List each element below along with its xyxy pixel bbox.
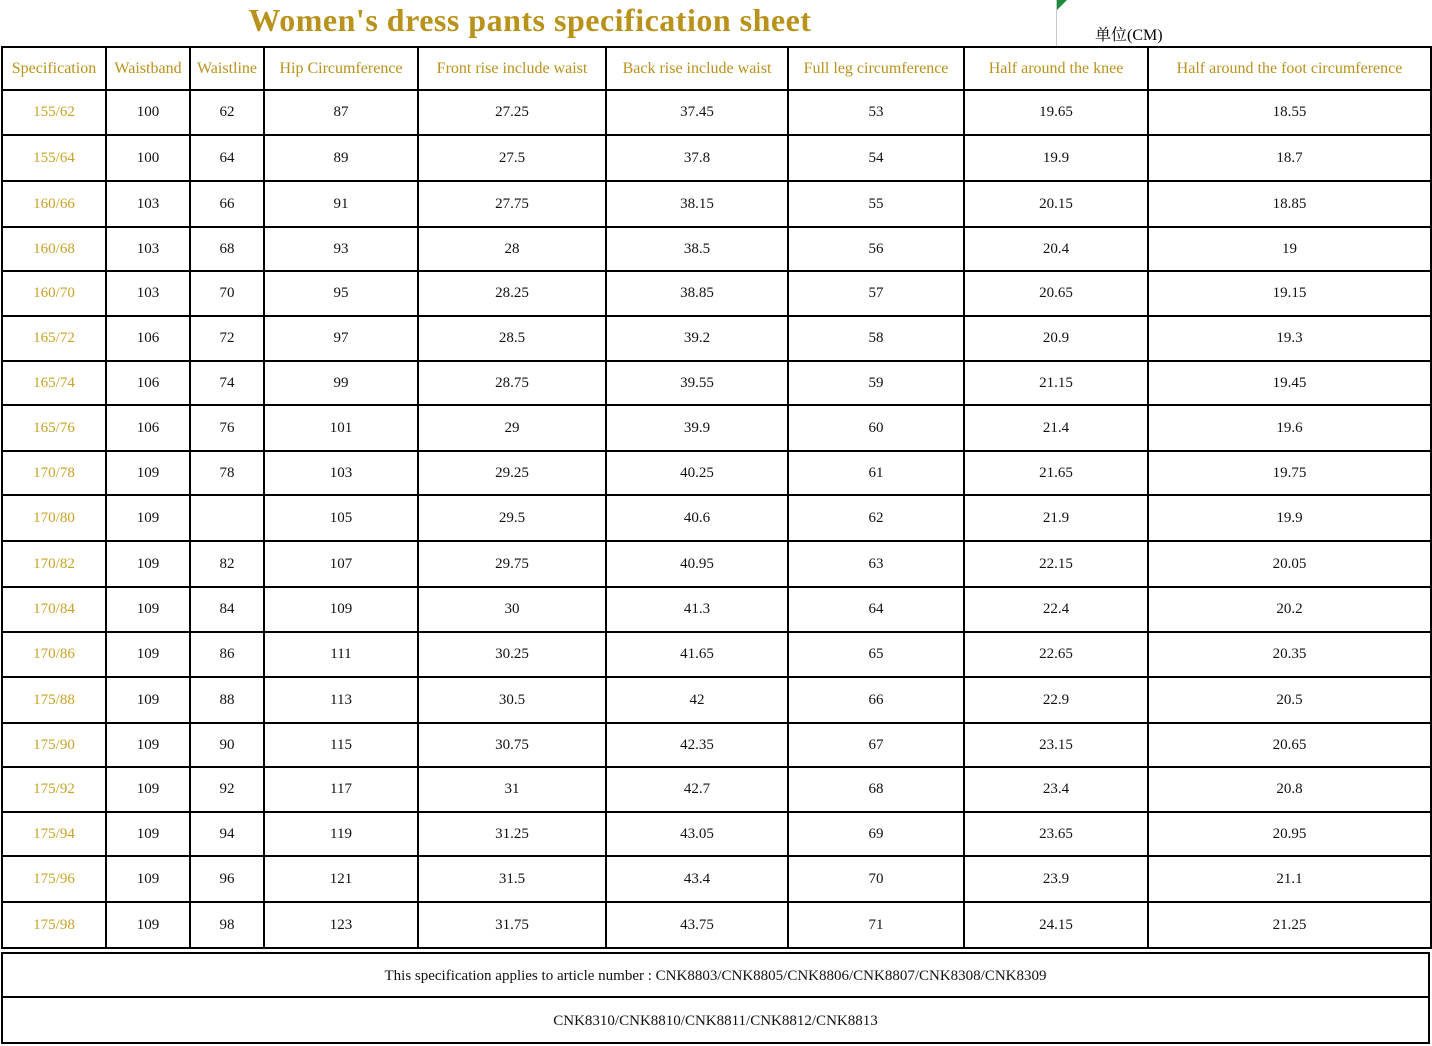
cell-half-foot[interactable]: 18.7 — [1148, 135, 1431, 181]
cell-full-leg[interactable]: 62 — [788, 495, 964, 541]
cell-waistline[interactable]: 78 — [190, 451, 264, 495]
cell-half-knee[interactable]: 20.9 — [964, 316, 1148, 361]
cell-full-leg[interactable]: 59 — [788, 361, 964, 405]
cell-hip[interactable]: 105 — [264, 495, 418, 541]
cell-waistband[interactable]: 109 — [106, 632, 190, 677]
footer-article-numbers-line2[interactable]: CNK8310/CNK8810/CNK8811/CNK8812/CNK8813 — [1, 996, 1430, 1044]
cell-half-foot[interactable]: 18.55 — [1148, 90, 1431, 135]
header-front-rise[interactable]: Front rise include waist — [418, 47, 606, 90]
cell-back-rise[interactable]: 38.15 — [606, 181, 788, 227]
cell-half-knee[interactable]: 21.4 — [964, 405, 1148, 451]
cell-full-leg[interactable]: 69 — [788, 812, 964, 856]
table-row — [2, 361, 1431, 405]
cell-waistline[interactable]: 98 — [190, 902, 264, 948]
cell-front-rise[interactable]: 31.75 — [418, 902, 606, 948]
cell-back-rise[interactable]: 43.75 — [606, 902, 788, 948]
unit-label: 单位(CM) — [1095, 27, 1163, 44]
cell-back-rise[interactable]: 37.8 — [606, 135, 788, 181]
cell-half-foot[interactable]: 20.8 — [1148, 767, 1431, 812]
spec-body — [2, 90, 1431, 948]
cell-hip[interactable]: 101 — [264, 405, 418, 451]
cell-waistline[interactable]: 64 — [190, 135, 264, 181]
table-row — [2, 227, 1431, 271]
cell-back-rise[interactable]: 42.35 — [606, 723, 788, 767]
header-row — [2, 47, 1431, 90]
cell-half-knee[interactable]: 22.65 — [964, 632, 1148, 677]
cell-front-rise[interactable]: 27.75 — [418, 181, 606, 227]
cell-hip[interactable]: 93 — [264, 227, 418, 271]
cell-waistband[interactable]: 109 — [106, 677, 190, 723]
cell-half-foot[interactable]: 21.1 — [1148, 856, 1431, 902]
cell-half-foot[interactable]: 20.5 — [1148, 677, 1431, 723]
cell-full-leg[interactable]: 55 — [788, 181, 964, 227]
cell-specification[interactable]: 160/70 — [2, 271, 106, 316]
cell-front-rise[interactable]: 28.75 — [418, 361, 606, 405]
cell-specification[interactable]: 175/98 — [2, 902, 106, 948]
cell-half-knee[interactable]: 23.4 — [964, 767, 1148, 812]
cell-half-knee[interactable]: 21.65 — [964, 451, 1148, 495]
cell-waistline[interactable]: 62 — [190, 90, 264, 135]
cell-waistline[interactable]: 74 — [190, 361, 264, 405]
cell-waistband[interactable]: 109 — [106, 451, 190, 495]
cell-half-knee[interactable]: 24.15 — [964, 902, 1148, 948]
cell-waistline[interactable]: 72 — [190, 316, 264, 361]
cell-half-foot[interactable]: 20.35 — [1148, 632, 1431, 677]
header-waistband[interactable]: Waistband — [106, 47, 190, 90]
cell-waistband[interactable]: 109 — [106, 541, 190, 587]
cell-full-leg[interactable]: 70 — [788, 856, 964, 902]
header-waistline[interactable]: Waistline — [190, 47, 264, 90]
cell-full-leg[interactable]: 66 — [788, 677, 964, 723]
cell-hip[interactable]: 87 — [264, 90, 418, 135]
cell-specification[interactable]: 170/84 — [2, 587, 106, 632]
cell-specification[interactable]: 165/76 — [2, 405, 106, 451]
cell-hip[interactable]: 91 — [264, 181, 418, 227]
cell-back-rise[interactable]: 39.2 — [606, 316, 788, 361]
cell-half-knee[interactable]: 19.65 — [964, 90, 1148, 135]
cell-waistline[interactable]: 76 — [190, 405, 264, 451]
cell-specification[interactable]: 165/74 — [2, 361, 106, 405]
cell-specification[interactable]: 175/96 — [2, 856, 106, 902]
cell-waistline[interactable]: 86 — [190, 632, 264, 677]
cell-waistband[interactable]: 103 — [106, 181, 190, 227]
table-row — [2, 495, 1431, 541]
cell-half-foot[interactable]: 19.3 — [1148, 316, 1431, 361]
cell-waistline[interactable]: 92 — [190, 767, 264, 812]
cell-half-knee[interactable]: 23.15 — [964, 723, 1148, 767]
header-hip-circumference[interactable]: Hip Circumference — [264, 47, 418, 90]
title-row — [2, 0, 1430, 46]
cell-back-rise[interactable]: 37.45 — [606, 90, 788, 135]
cell-waistband[interactable]: 103 — [106, 227, 190, 271]
cell-full-leg[interactable]: 61 — [788, 451, 964, 495]
cell-waistband[interactable]: 109 — [106, 767, 190, 812]
cell-hip[interactable]: 121 — [264, 856, 418, 902]
cell-waistband[interactable]: 103 — [106, 271, 190, 316]
cell-half-knee[interactable]: 22.15 — [964, 541, 1148, 587]
cell-half-knee[interactable]: 20.15 — [964, 181, 1148, 227]
cell-back-rise[interactable]: 39.9 — [606, 405, 788, 451]
cell-waistline[interactable]: 68 — [190, 227, 264, 271]
cell-back-rise[interactable]: 42 — [606, 677, 788, 723]
cell-full-leg[interactable]: 65 — [788, 632, 964, 677]
cell-waistband[interactable]: 109 — [106, 856, 190, 902]
cell-back-rise[interactable]: 38.5 — [606, 227, 788, 271]
cell-full-leg[interactable]: 60 — [788, 405, 964, 451]
table-row — [2, 723, 1431, 767]
cell-front-rise[interactable]: 28.25 — [418, 271, 606, 316]
cell-half-knee[interactable]: 20.4 — [964, 227, 1148, 271]
cell-half-knee[interactable]: 23.9 — [964, 856, 1148, 902]
table-row — [2, 632, 1431, 677]
table-row — [2, 451, 1431, 495]
cell-waistline[interactable]: 82 — [190, 541, 264, 587]
cell-waistband[interactable]: 100 — [106, 135, 190, 181]
cell-front-rise[interactable]: 27.5 — [418, 135, 606, 181]
cell-waistline[interactable]: 96 — [190, 856, 264, 902]
cell-waistband[interactable]: 106 — [106, 316, 190, 361]
cell-back-rise[interactable]: 41.65 — [606, 632, 788, 677]
table-row — [2, 90, 1431, 135]
cell-waistband[interactable]: 100 — [106, 90, 190, 135]
cell-half-foot[interactable]: 19.15 — [1148, 271, 1431, 316]
cell-back-rise[interactable]: 43.05 — [606, 812, 788, 856]
sheet-title: Women's dress pants specification sheet — [248, 2, 812, 38]
cell-half-foot[interactable]: 19 — [1148, 227, 1431, 271]
cell-full-leg[interactable]: 71 — [788, 902, 964, 948]
cell-specification[interactable]: 175/90 — [2, 723, 106, 767]
cell-full-leg[interactable]: 56 — [788, 227, 964, 271]
spec-table — [1, 46, 1432, 949]
cell-hip[interactable]: 89 — [264, 135, 418, 181]
cell-half-foot[interactable]: 20.2 — [1148, 587, 1431, 632]
cell-waistline[interactable]: 88 — [190, 677, 264, 723]
table-row — [2, 587, 1431, 632]
table-row — [2, 856, 1431, 902]
cell-half-foot[interactable]: 19.9 — [1148, 495, 1431, 541]
table-row — [2, 181, 1431, 227]
cell-hip[interactable]: 111 — [264, 632, 418, 677]
cell-specification[interactable]: 175/94 — [2, 812, 106, 856]
cell-front-rise[interactable]: 30 — [418, 587, 606, 632]
cell-back-rise[interactable]: 40.25 — [606, 451, 788, 495]
cell-half-foot[interactable]: 19.75 — [1148, 451, 1431, 495]
cell-half-foot[interactable]: 20.95 — [1148, 812, 1431, 856]
cell-specification[interactable]: 155/62 — [2, 90, 106, 135]
cell-specification[interactable]: 170/86 — [2, 632, 106, 677]
cell-hip[interactable]: 107 — [264, 541, 418, 587]
cell-hip[interactable]: 99 — [264, 361, 418, 405]
cell-front-rise[interactable]: 30.5 — [418, 677, 606, 723]
table-row — [2, 541, 1431, 587]
cell-full-leg[interactable]: 67 — [788, 723, 964, 767]
table-row — [2, 405, 1431, 451]
header-half-foot[interactable]: Half around the foot circumference — [1148, 47, 1431, 90]
cell-waistline[interactable]: 94 — [190, 812, 264, 856]
table-row — [2, 316, 1431, 361]
cell-front-rise[interactable]: 29.75 — [418, 541, 606, 587]
cell-specification[interactable]: 155/64 — [2, 135, 106, 181]
cell-half-foot[interactable]: 20.65 — [1148, 723, 1431, 767]
cell-waistband[interactable]: 106 — [106, 405, 190, 451]
cell-full-leg[interactable]: 54 — [788, 135, 964, 181]
cell-back-rise[interactable]: 42.7 — [606, 767, 788, 812]
table-row — [2, 767, 1431, 812]
cell-half-foot[interactable]: 19.45 — [1148, 361, 1431, 405]
cell-front-rise[interactable]: 31 — [418, 767, 606, 812]
cell-hip[interactable]: 119 — [264, 812, 418, 856]
cell-specification[interactable]: 160/66 — [2, 181, 106, 227]
cell-hip[interactable]: 103 — [264, 451, 418, 495]
cell-half-foot[interactable]: 21.25 — [1148, 902, 1431, 948]
cell-hip[interactable]: 123 — [264, 902, 418, 948]
unit-cell[interactable] — [1056, 0, 1431, 46]
cell-front-rise[interactable]: 31.25 — [418, 812, 606, 856]
cell-front-rise[interactable]: 28.5 — [418, 316, 606, 361]
cell-front-rise[interactable]: 30.75 — [418, 723, 606, 767]
cell-half-knee[interactable]: 22.4 — [964, 587, 1148, 632]
cell-waistband[interactable]: 109 — [106, 587, 190, 632]
cell-specification[interactable]: 170/80 — [2, 495, 106, 541]
cell-hip[interactable]: 109 — [264, 587, 418, 632]
cell-waistline[interactable]: 66 — [190, 181, 264, 227]
cell-half-foot[interactable]: 18.85 — [1148, 181, 1431, 227]
cell-waistband[interactable]: 109 — [106, 723, 190, 767]
cell-specification[interactable]: 175/92 — [2, 767, 106, 812]
cell-half-knee[interactable]: 21.15 — [964, 361, 1148, 405]
cell-hip[interactable]: 113 — [264, 677, 418, 723]
cell-full-leg[interactable]: 64 — [788, 587, 964, 632]
cell-half-knee[interactable]: 21.9 — [964, 495, 1148, 541]
cell-specification[interactable]: 175/88 — [2, 677, 106, 723]
cell-back-rise[interactable]: 41.3 — [606, 587, 788, 632]
cell-back-rise[interactable]: 40.95 — [606, 541, 788, 587]
cell-front-rise[interactable]: 31.5 — [418, 856, 606, 902]
header-back-rise[interactable]: Back rise include waist — [606, 47, 788, 90]
cell-waistband[interactable]: 109 — [106, 812, 190, 856]
cell-front-rise[interactable]: 28 — [418, 227, 606, 271]
cell-full-leg[interactable]: 58 — [788, 316, 964, 361]
cell-hip[interactable]: 97 — [264, 316, 418, 361]
table-row — [2, 902, 1431, 948]
cell-back-rise[interactable]: 40.6 — [606, 495, 788, 541]
cell-half-knee[interactable]: 19.9 — [964, 135, 1148, 181]
cell-front-rise[interactable]: 30.25 — [418, 632, 606, 677]
cell-front-rise[interactable]: 27.25 — [418, 90, 606, 135]
cell-specification[interactable]: 170/78 — [2, 451, 106, 495]
cell-half-foot[interactable]: 19.6 — [1148, 405, 1431, 451]
cell-back-rise[interactable]: 39.55 — [606, 361, 788, 405]
footer-article-numbers-line1[interactable]: This specification applies to article number : CNK8803/CNK8805/CNK8806/CNK8807/CNK8308/CNK8309 — [1, 952, 1430, 998]
cell-back-rise[interactable]: 43.4 — [606, 856, 788, 902]
cell-waistline[interactable] — [190, 495, 264, 541]
cell-half-knee[interactable]: 23.65 — [964, 812, 1148, 856]
table-row — [2, 812, 1431, 856]
cell-hip[interactable]: 117 — [264, 767, 418, 812]
cell-full-leg[interactable]: 63 — [788, 541, 964, 587]
header-full-leg[interactable]: Full leg circumference — [788, 47, 964, 90]
cell-waistband[interactable]: 109 — [106, 495, 190, 541]
cell-waistband[interactable]: 109 — [106, 902, 190, 948]
cell-waistline[interactable]: 90 — [190, 723, 264, 767]
cell-specification[interactable]: 160/68 — [2, 227, 106, 271]
cell-full-leg[interactable]: 68 — [788, 767, 964, 812]
cell-specification[interactable]: 165/72 — [2, 316, 106, 361]
cell-half-knee[interactable]: 22.9 — [964, 677, 1148, 723]
cell-front-rise[interactable]: 29.25 — [418, 451, 606, 495]
cell-full-leg[interactable]: 57 — [788, 271, 964, 316]
table-row — [2, 677, 1431, 723]
cell-half-knee[interactable]: 20.65 — [964, 271, 1148, 316]
cell-waistline[interactable]: 84 — [190, 587, 264, 632]
cell-comment-flag-icon — [1057, 0, 1067, 10]
table-row — [2, 135, 1431, 181]
table-row — [2, 271, 1431, 316]
header-specification[interactable]: Specification — [2, 47, 106, 90]
cell-hip[interactable]: 115 — [264, 723, 418, 767]
cell-half-foot[interactable]: 20.05 — [1148, 541, 1431, 587]
header-half-knee[interactable]: Half around the knee — [964, 47, 1148, 90]
cell-front-rise[interactable]: 29.5 — [418, 495, 606, 541]
cell-full-leg[interactable]: 53 — [788, 90, 964, 135]
cell-back-rise[interactable]: 38.85 — [606, 271, 788, 316]
cell-waistband[interactable]: 106 — [106, 361, 190, 405]
cell-specification[interactable]: 170/82 — [2, 541, 106, 587]
cell-hip[interactable]: 95 — [264, 271, 418, 316]
cell-waistline[interactable]: 70 — [190, 271, 264, 316]
cell-front-rise[interactable]: 29 — [418, 405, 606, 451]
